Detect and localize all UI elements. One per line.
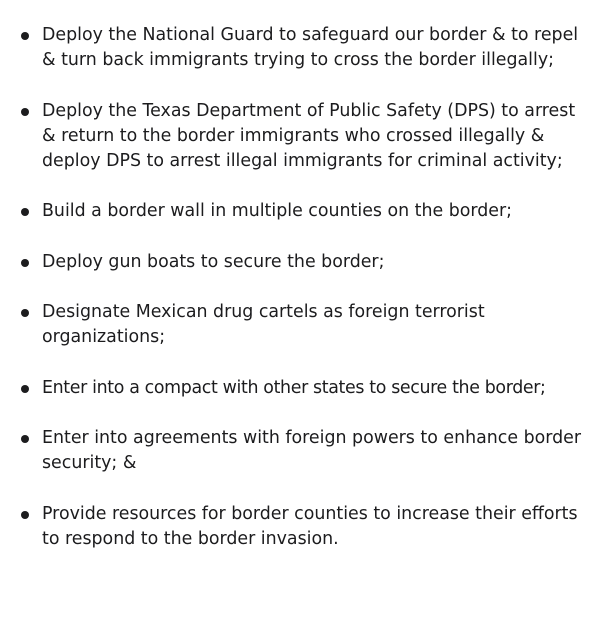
list-item-text: Build a border wall in multiple counties on the border;	[42, 201, 513, 222]
bullet-icon	[21, 309, 29, 317]
list-item-text: Provide resources for border counties to increase their efforts to respond to the border invasion.	[42, 503, 578, 549]
list-item-text: Deploy the Texas Department of Public Safety (DPS) to arrest & return to the border immigrants who crossed illegally & deploy DPS to arrest illegal immigrants for criminal activity;	[42, 100, 576, 172]
list-item	[0, 250, 600, 275]
bullet-icon	[21, 435, 29, 443]
bullet-icon	[21, 32, 29, 40]
list-item	[0, 300, 600, 351]
list-item	[0, 23, 600, 74]
list-item-text: Deploy the National Guard to safeguard our border & to repel & turn back immigrants trying to cross the border illegally;	[42, 25, 579, 71]
list-item-text: Deploy gun boats to secure the border;	[42, 251, 385, 272]
bullet-icon	[21, 259, 29, 267]
list-item-text: Designate Mexican drug cartels as foreign terrorist organizations;	[42, 302, 485, 348]
bullet-icon	[21, 385, 29, 393]
list-item	[0, 376, 600, 401]
bullet-icon	[21, 108, 29, 116]
list-item-text: Enter into agreements with foreign powers to enhance border security; &	[42, 427, 581, 474]
bullet-list	[0, 23, 600, 552]
bullet-icon	[21, 511, 29, 519]
list-item-text: Enter into a compact with other states to secure the border;	[42, 377, 546, 398]
list-item	[0, 99, 600, 175]
bullet-icon	[21, 208, 29, 216]
list-item	[0, 502, 600, 553]
list-item	[0, 426, 600, 477]
list-item	[0, 199, 600, 224]
